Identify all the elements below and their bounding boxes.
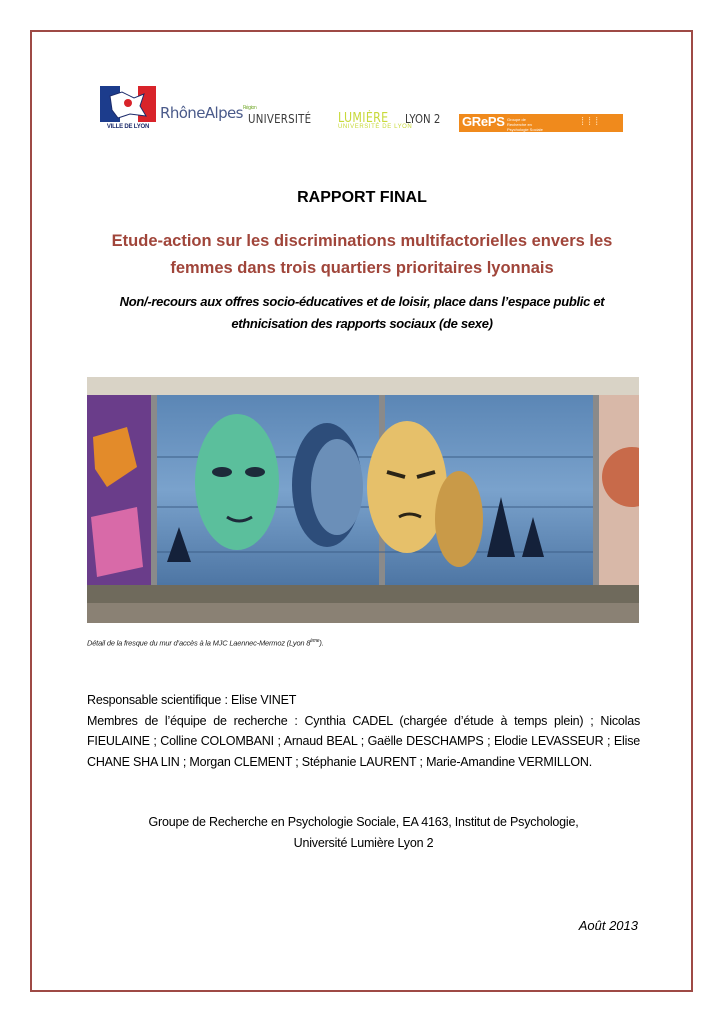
report-subtitle bbox=[80, 228, 644, 282]
lyon2-text: LYON 2 bbox=[405, 112, 441, 126]
photo-caption bbox=[87, 638, 324, 648]
report-date: Août 2013 bbox=[578, 918, 638, 933]
subtitle-line-2: femmes dans trois quartiers prioritaires lyonnais bbox=[170, 259, 554, 277]
greps-mark-icon: ⁞⁞⁞ bbox=[581, 116, 603, 128]
greps-text: GRePS bbox=[462, 114, 505, 129]
group-line-1: Groupe de Recherche en Psychologie Sociale, EA 4163, Institut de Psychologie, bbox=[148, 815, 579, 829]
team-members: Membres de l’équipe de recherche : Cynthia CADEL (chargée d’étude à temps plein) ; Nicolas FIEULAINE ; Colline COLOMBANI ; Arnaud BEAL ; Gaëlle DESCHAMPS ; Elodie LEVASSEUR ; Elise CHANE SHA LIN ; Morgan CLEMENT ; Stéphanie LAURENT ; Marie-Amandine VERMILLON. bbox=[87, 713, 640, 769]
caption-superscript: ème bbox=[310, 638, 320, 644]
greps-sub-text: Groupe de Recherche en Psychologie Sociale bbox=[507, 117, 543, 132]
subheading-line-1: Non/-recours aux offres socio-éducatives et de loisir, place dans l’espace public et bbox=[119, 294, 605, 309]
ville-de-lyon-text: VILLE DE LYON bbox=[106, 124, 150, 130]
rhone-alpes-text: RhôneAlpes bbox=[160, 104, 243, 122]
fresco-photo bbox=[87, 377, 639, 623]
subtitle-line-1: Etude-action sur les discriminations multifactorielles envers les bbox=[111, 232, 613, 250]
report-subheading bbox=[90, 291, 634, 335]
lumiere-text: LUMIÈRE bbox=[338, 111, 389, 126]
report-title: RAPPORT FINAL bbox=[297, 189, 427, 206]
universite-text: UNIVERSITÉ bbox=[248, 112, 312, 126]
greps-logo bbox=[459, 114, 623, 132]
fresco-illustration bbox=[87, 377, 639, 623]
subheading-line-2: ethnicisation des rapports sociaux (de sexe) bbox=[231, 316, 493, 331]
scientific-lead: Responsable scientifique : Elise VINET bbox=[87, 693, 297, 707]
group-line-2: Université Lumière Lyon 2 bbox=[293, 835, 434, 850]
caption-text: Détail de la fresque du mur d’accès à la MJC Laennec-Mermoz (Lyon 8 bbox=[87, 638, 311, 648]
logo-strip bbox=[100, 86, 624, 134]
caption-end: ). bbox=[319, 638, 324, 648]
rhone-alpes-logo bbox=[160, 104, 256, 122]
lumiere-sub-text: UNIVERSITÉ DE LYON bbox=[338, 124, 413, 130]
region-text: Région bbox=[242, 105, 257, 111]
team-section bbox=[87, 690, 640, 772]
research-group bbox=[87, 812, 640, 853]
